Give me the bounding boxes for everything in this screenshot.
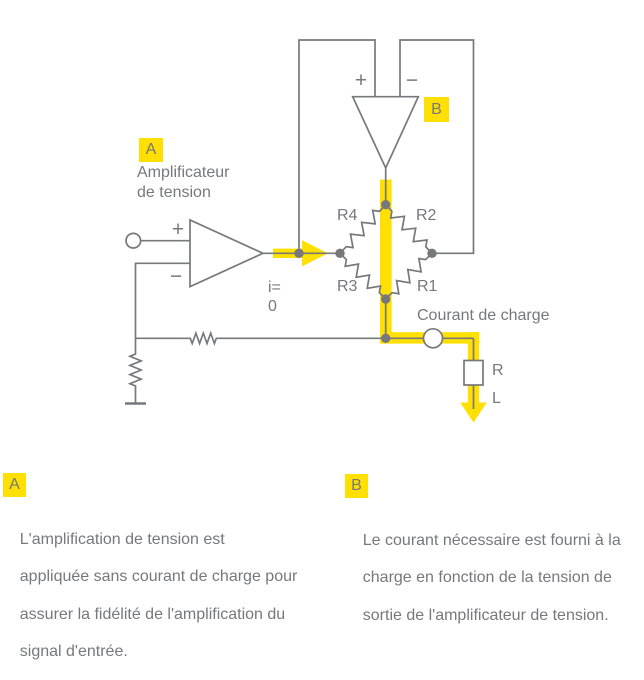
opamp-a-plus-sign: + bbox=[171, 218, 185, 241]
legend-b-text bbox=[345, 513, 621, 644]
load-resistor-l-label: L bbox=[492, 390, 501, 407]
load-resistor-r-label: R bbox=[492, 362, 504, 379]
legend-a-letter: A bbox=[9, 476, 20, 493]
legend-b-line1: Le courant nécessaire est fourni à la bbox=[362, 531, 621, 549]
opamp-b-plus-sign: + bbox=[354, 69, 368, 92]
opamp-b-triangle bbox=[353, 97, 419, 168]
junction-dot-load bbox=[381, 334, 390, 343]
zero-current-label bbox=[268, 279, 281, 316]
resistor-r1-label: R1 bbox=[417, 278, 438, 295]
legend-b-badge bbox=[345, 474, 368, 498]
input-terminal-icon bbox=[126, 233, 141, 248]
resistor-r4-label: R4 bbox=[337, 207, 358, 224]
legend-a-badge bbox=[3, 473, 26, 497]
legend-a-line1: L'amplification de tension est bbox=[19, 530, 225, 548]
legend-b-line3: sortie de l'amplificateur de tension. bbox=[362, 606, 609, 624]
zero-current-line1: i= bbox=[268, 279, 281, 296]
callout-b-badge bbox=[424, 97, 449, 122]
resistor-r2-label: R2 bbox=[416, 207, 437, 224]
legend-b-letter: B bbox=[351, 477, 362, 494]
callout-a-letter: A bbox=[145, 141, 157, 158]
legend-b-line2: charge en fonction de la tension de bbox=[362, 569, 612, 587]
opamp-a-minus-sign: − bbox=[169, 265, 183, 288]
opamp-a-triangle bbox=[190, 220, 263, 287]
ground-resistor bbox=[130, 352, 141, 388]
junction-dot-output bbox=[294, 249, 303, 258]
junction-dot-bridge-right bbox=[427, 249, 436, 258]
callout-b-letter: B bbox=[431, 100, 442, 118]
resistor-r3-label: R3 bbox=[337, 278, 358, 295]
legend-a-text bbox=[2, 512, 297, 680]
amplifier-name-line1: Amplificateur bbox=[137, 164, 230, 181]
zero-current-line2: 0 bbox=[268, 297, 277, 315]
legend-a-line4: signal d'entrée. bbox=[19, 642, 128, 660]
legend-a-line3: assurer la fidélité de l'amplification du bbox=[19, 605, 286, 623]
feedback-resistor bbox=[188, 333, 218, 343]
junction-dot-bridge-bottom bbox=[381, 294, 390, 303]
amplifier-name-line2: de tension bbox=[137, 183, 211, 201]
junction-dot-bridge-left bbox=[335, 249, 344, 258]
opamp-b-minus-sign: − bbox=[405, 69, 419, 92]
current-path-highlight bbox=[273, 180, 487, 423]
callout-a-badge bbox=[139, 138, 163, 162]
legend-a-line2: appliquée sans courant de charge pour bbox=[19, 568, 298, 586]
amplifier-name-label bbox=[137, 163, 229, 202]
load-resistor-box bbox=[464, 361, 483, 386]
load-current-terminal-icon bbox=[424, 329, 443, 348]
junction-dot-bridge-top bbox=[381, 200, 390, 209]
load-current-label: Courant de charge bbox=[417, 307, 550, 324]
